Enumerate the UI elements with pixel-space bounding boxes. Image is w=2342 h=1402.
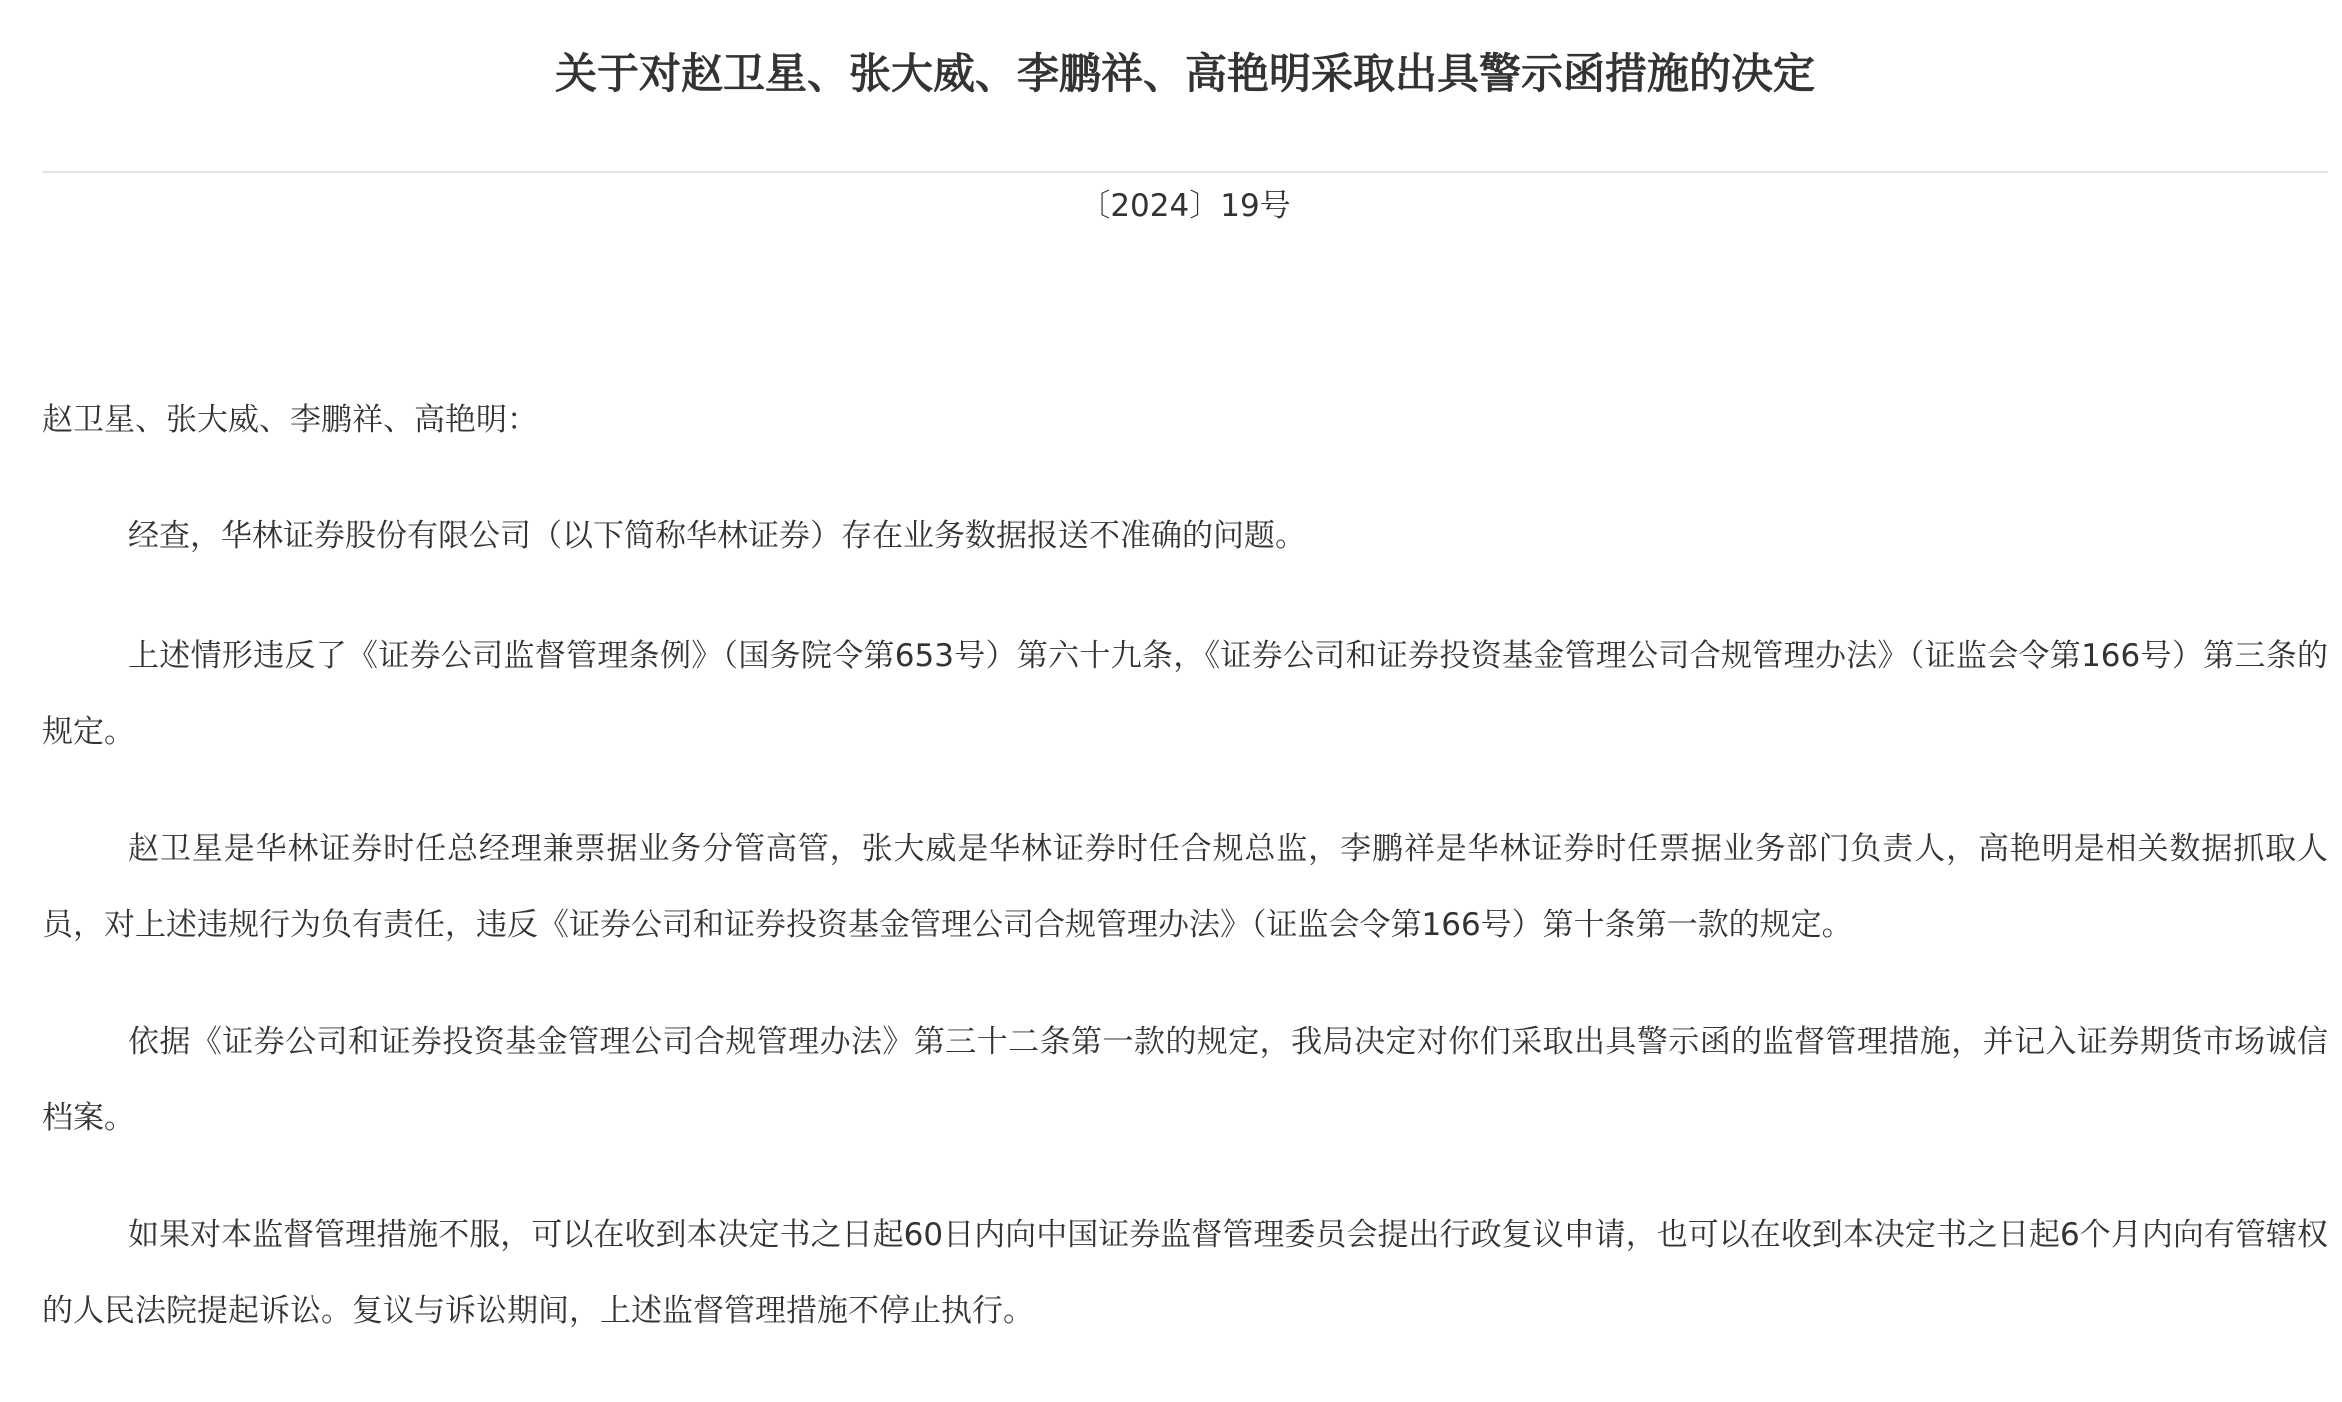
paragraph-responsibility: 赵卫星是华林证券时任总经理兼票据业务分管高管，张大威是华林证券时任合规总监，李鹏祥是华林证券时任票据业务部门负责人，高艳明是相关数据抓取人员，对上述违规行为负有责任，违反《证券公司和证券投资基金管理公司合规管理办法》（证监会令第166号）第十条第一款的规定。 bbox=[42, 831, 2328, 943]
addressee: 赵卫星、张大威、李鹏祥、高艳明： bbox=[42, 402, 538, 438]
document-page bbox=[42, 0, 2328, 1329]
paragraph-appeal: 如果对本监督管理措施不服，可以在收到本决定书之日起60日内向中国证券监督管理委员会提出行政复议申请，也可以在收到本决定书之日起6个月内向有管辖权的人民法院提起诉讼。复议与诉讼期间，上述监督管理措施不停止执行。 bbox=[42, 1217, 2328, 1329]
paragraph-findings: 经查，华林证券股份有限公司（以下简称华林证券）存在业务数据报送不准确的问题。 bbox=[128, 518, 1306, 554]
paragraph-violation: 上述情形违反了《证券公司监督管理条例》（国务院令第653号）第六十九条，《证券公司和证券投资基金管理公司合规管理办法》（证监会令第166号）第三条的规定。 bbox=[42, 638, 2328, 750]
document-title: 关于对赵卫星、张大威、李鹏祥、高艳明采取出具警示函措施的决定 bbox=[554, 49, 1815, 98]
document-number: 〔2024〕19号 bbox=[1079, 188, 1291, 224]
paragraph-decision: 依据《证券公司和证券投资基金管理公司合规管理办法》第三十二条第一款的规定，我局决定对你们采取出具警示函的监督管理措施，并记入证券期货市场诚信档案。 bbox=[42, 1024, 2328, 1136]
title-divider bbox=[42, 171, 2328, 173]
